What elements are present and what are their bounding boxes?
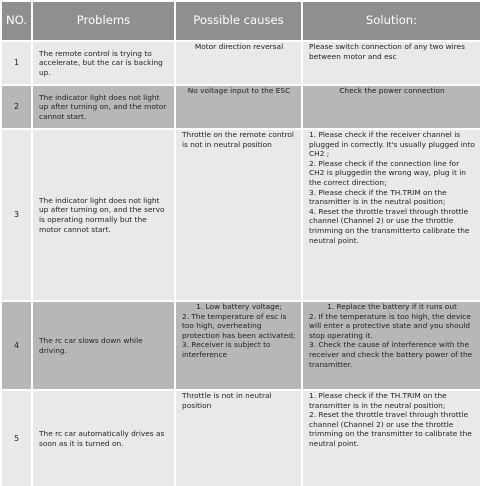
cell-line: Check the power connection	[339, 86, 445, 95]
cell-line: 1. Low battery voltage;	[196, 302, 282, 311]
troubleshooting-table	[2, 2, 478, 478]
solution-cell	[303, 130, 480, 300]
causes-cell	[176, 302, 301, 389]
cell-line: 2. If the temperature is too high, the device will enter a protective state and you should stop operating it.	[309, 311, 471, 340]
header-no: NO.	[2, 2, 31, 40]
cell-line: No voltage input to the ESC	[187, 86, 291, 95]
row-number: 1	[2, 42, 31, 84]
solution-cell	[303, 42, 480, 84]
causes-cell	[176, 42, 301, 84]
row-number: 3	[2, 130, 31, 300]
cell-line: Motor direction reversal	[194, 42, 284, 51]
causes-cell	[176, 391, 301, 486]
cell-line: 3. Check the cause of interference with the receiver and check the battery power of the transmitter.	[309, 340, 473, 369]
header-solution: Solution:	[303, 2, 480, 40]
cell-line: Throttle is not in neutral position	[182, 391, 272, 410]
row-number: 4	[2, 302, 31, 389]
solution-cell	[303, 302, 480, 389]
cell-line: 2. Reset the throttle travel through throttle channel (Channel 2) or use the throttle trimming on the transmitter to calibrate the neutral point.	[309, 410, 472, 448]
cell-line: 1. Please check if the TH.TRIM on the transmitter is in the neutral position;	[309, 391, 447, 410]
cell-line: 3. Receiver is subject to interference	[182, 340, 271, 359]
header-causes: Possible causes	[176, 2, 301, 40]
header-problems: Problems	[33, 2, 174, 40]
problem-cell: The indicator light does not light up after turning on, and the servo is operating normally but the motor cannot start.	[33, 130, 174, 300]
problem-cell: The indicator light does not light up after turning on, and the motor cannot start.	[33, 86, 174, 128]
cell-line: 4. Reset the throttle travel through throttle channel (Channel 2) or use the throttle trimming on the transmitterto calibrate the neutral point.	[309, 206, 470, 245]
cell-line: 2. Please check if the connection line for CH2 is pluggedin the wrong way, plug it in the correct direction;	[309, 158, 466, 187]
cell-line: 1. Please check if the receiver channel is plugged in correctly. It's usually plugged into CH2 ;	[309, 130, 475, 159]
cell-line: Throttle on the remote control is not in neutral position	[182, 130, 294, 149]
causes-cell	[176, 130, 301, 300]
row-number: 5	[2, 391, 31, 486]
problem-cell: The rc car slows down while driving.	[33, 302, 174, 389]
cell-line: Please switch connection of any two wires between motor and esc	[309, 42, 465, 61]
cell-line: 1. Replace the battery if it runs out	[327, 302, 457, 311]
problem-cell: The rc car automatically drives as soon as it is turned on.	[33, 391, 174, 486]
cell-line: 2. The temperature of esc is too high, overheating protection has been activated;	[182, 311, 296, 340]
problem-cell: The remote control is trying to accelerate, but the car is backing up.	[33, 42, 174, 84]
solution-cell	[303, 86, 480, 128]
cell-line: 3. Please check if the TH.TRIM on the transmitter is in the neutral position;	[309, 187, 447, 207]
solution-cell	[303, 391, 480, 486]
row-number: 2	[2, 86, 31, 128]
causes-cell	[176, 86, 301, 128]
